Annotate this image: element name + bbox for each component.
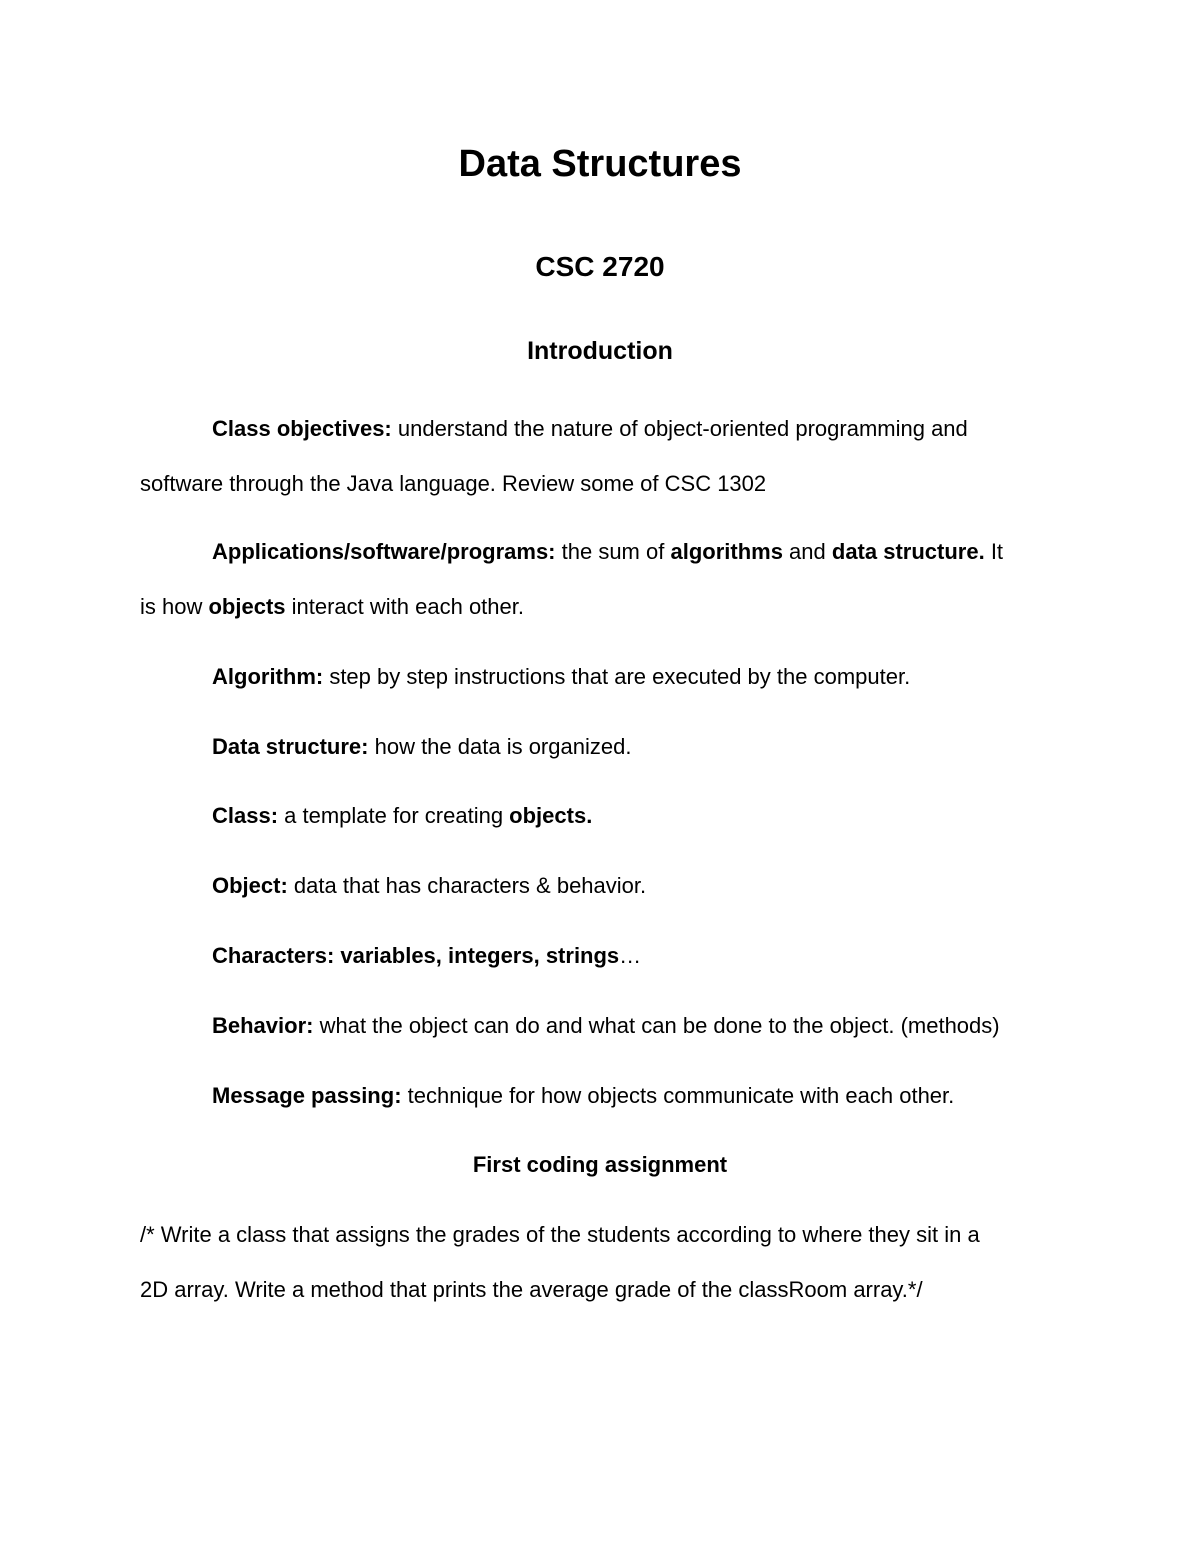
objectives-line-1 xyxy=(212,416,968,442)
behavior-term: Behavior: xyxy=(212,1013,314,1038)
behavior-text: what the object can do and what can be done to the object. (methods) xyxy=(313,1013,1000,1038)
message-passing-line xyxy=(212,1083,954,1109)
characters-text: … xyxy=(619,943,642,968)
class-text: a template for creating xyxy=(278,803,510,828)
applications-bold-1: algorithms xyxy=(670,539,783,564)
objectives-line-2: software through the Java language. Review some of CSC 1302 xyxy=(140,471,767,496)
data-structure-line xyxy=(212,734,631,760)
object-line xyxy=(212,873,646,899)
course-code: CSC 2720 xyxy=(535,251,665,282)
characters-term: Characters: variables, integers, strings xyxy=(212,943,620,968)
object-term: Object: xyxy=(212,873,288,898)
class-term: Class: xyxy=(212,803,279,828)
object-text: data that has characters & behavior. xyxy=(287,873,647,898)
algorithm-text: step by step instructions that are executed by the computer. xyxy=(323,664,911,689)
objectives-text-1: understand the nature of object-oriented programming and xyxy=(391,416,968,441)
assignment-line-1: /* Write a class that assigns the grades of the students according to where they sit in a xyxy=(140,1222,980,1247)
message-passing-term: Message passing: xyxy=(212,1083,402,1108)
class-line xyxy=(212,803,592,829)
applications-text-4: is how xyxy=(140,594,209,619)
characters-line xyxy=(212,943,641,969)
message-passing-text: technique for how objects communicate with each other. xyxy=(401,1083,955,1108)
behavior-line xyxy=(212,1013,1000,1039)
document-title: Data Structures xyxy=(458,143,742,185)
assignment-line-2: 2D array. Write a method that prints the average grade of the classRoom array.*/ xyxy=(140,1277,923,1302)
algorithm-term: Algorithm: xyxy=(212,664,324,689)
applications-term: Applications/software/programs: xyxy=(212,539,556,564)
objectives-term: Class objectives: xyxy=(212,416,392,441)
section-heading: Introduction xyxy=(527,337,673,365)
applications-text-2: and xyxy=(782,539,832,564)
data-structure-text: how the data is organized. xyxy=(368,734,632,759)
applications-bold-2: data structure. xyxy=(831,539,985,564)
applications-bold-3: objects xyxy=(208,594,286,619)
algorithm-line xyxy=(212,664,910,690)
data-structure-term: Data structure: xyxy=(212,734,369,759)
applications-text-5: interact with each other. xyxy=(285,594,524,619)
assignment-heading: First coding assignment xyxy=(472,1152,728,1177)
applications-line-2 xyxy=(140,594,524,620)
applications-line-1 xyxy=(212,539,1003,565)
applications-text-1: the sum of xyxy=(555,539,671,564)
class-bold-end: objects. xyxy=(509,803,593,828)
applications-text-3: It xyxy=(984,539,1004,564)
